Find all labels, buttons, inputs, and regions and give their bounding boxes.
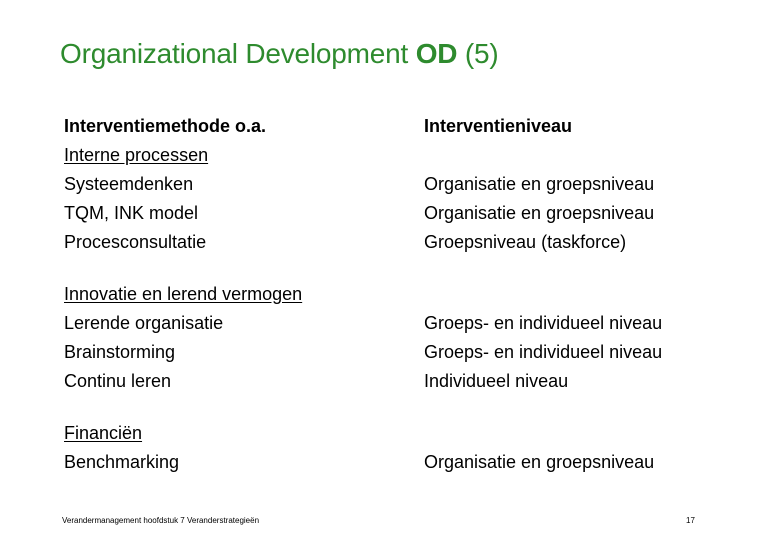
method-column-header: Interventiemethode o.a. xyxy=(64,116,267,136)
footer-text: Verandermanagement hoofdstuk 7 Veranderstrategieën xyxy=(62,516,260,525)
level-item: Organisatie en groepsniveau xyxy=(424,452,655,472)
method-item: Brainstorming xyxy=(64,342,176,362)
level-item: Organisatie en groepsniveau xyxy=(424,203,655,223)
title-text: Organizational Development xyxy=(60,38,409,69)
level-item: Organisatie en groepsniveau xyxy=(424,174,655,194)
group-heading-internal-processes: Interne processen xyxy=(64,145,209,165)
method-item: Lerende organisatie xyxy=(64,313,224,333)
level-item: Groeps- en individueel niveau xyxy=(424,313,663,333)
title-number: (5) xyxy=(464,38,499,69)
method-item: Benchmarking xyxy=(64,452,180,472)
method-item: Procesconsultatie xyxy=(64,232,207,252)
level-column-header: Interventieniveau xyxy=(424,116,573,136)
level-spacer xyxy=(424,141,754,170)
level-spacer xyxy=(424,280,754,309)
slide-title xyxy=(60,38,499,70)
title-abbreviation: OD xyxy=(415,38,458,69)
page-number: 17 xyxy=(686,516,695,525)
level-spacer xyxy=(424,419,754,448)
level-item: Individueel niveau xyxy=(424,371,569,391)
group-heading-innovation: Innovatie en lerend vermogen xyxy=(64,284,303,304)
method-item: TQM, INK model xyxy=(64,203,199,223)
level-column xyxy=(424,112,754,477)
level-item: Groeps- en individueel niveau xyxy=(424,342,663,362)
group-heading-finance: Financiën xyxy=(64,423,143,443)
method-column xyxy=(64,112,394,477)
method-item: Continu leren xyxy=(64,371,172,391)
method-item: Systeemdenken xyxy=(64,174,194,194)
level-item: Groepsniveau (taskforce) xyxy=(424,232,627,252)
